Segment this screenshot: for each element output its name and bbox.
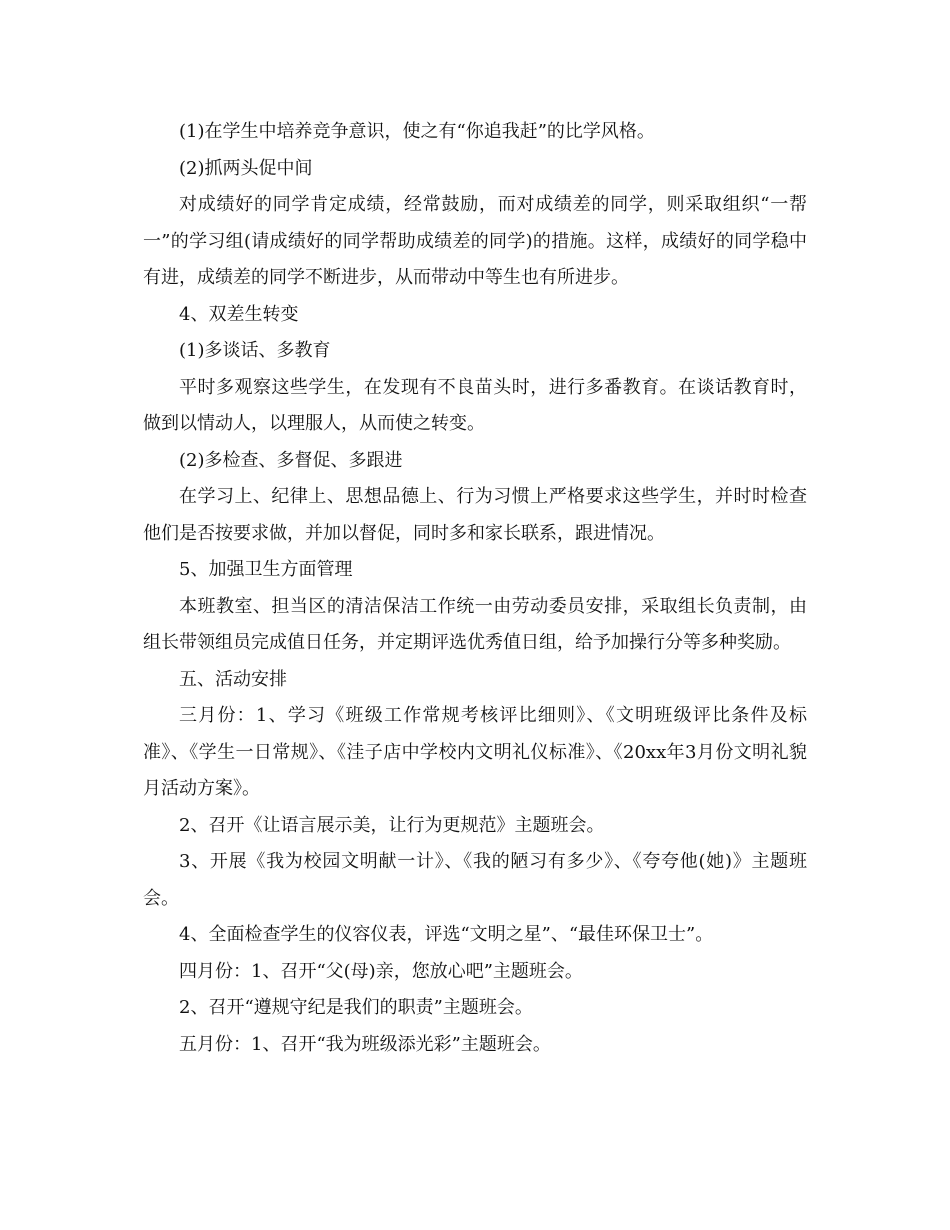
paragraph: 2、召开《让语言展示美，让行为更规范》主题班会。 [179, 814, 605, 836]
paragraph: 对成绩好的同学肯定成绩，经常鼓励，而对成绩差的同学，则采取组织“一帮一”的学习组(请成绩好的同学帮助成绩差的同学)的措施。这样，成绩好的同学稳中有进，成绩差的同学不断进步，从而带动中等生也有所进步。 [143, 194, 807, 288]
section-heading: 5、加强卫生方面管理 [179, 559, 353, 580]
paragraph: 2、召开“遵规守纪是我们的职责”主题班会。 [179, 997, 533, 1018]
section-heading: 4、双差生转变 [179, 303, 299, 325]
paragraph: 3、开展《我为校园文明献一计》、《我的陋习有多少》、《夸夸他(她)》主题班会。 [143, 851, 807, 909]
paragraph: (1)在学生中培养竞争意识，使之有“你追我赶”的比学风格。 [179, 121, 655, 142]
paragraph: 五月份：1、召开“我为班级添光彩”主题班会。 [179, 1033, 551, 1055]
paragraph: 三月份：1、学习《班级工作常规考核评比细则》、《文明班级评比条件及标准》、《学生一日常规》、《洼子店中学校内文明礼仪标准》、《20xx年3月份文明礼貌月活动方案》。 [143, 705, 807, 799]
paragraph: 4、全面检查学生的仪容仪表，评选“文明之星”、“最佳环保卫士”。 [179, 924, 714, 945]
paragraph: 在学习上、纪律上、思想品德上、行为习惯上严格要求这些学生，并时时检查他们是否按要求做，并加以督促，同时多和家长联系，跟进情况。 [143, 486, 807, 544]
document-body [143, 114, 807, 1063]
paragraph: 四月份：1、召开“父(母)亲，您放心吧”主题班会。 [179, 960, 583, 982]
paragraph: (1)多谈话、多教育 [179, 340, 331, 361]
paragraph: 本班教室、担当区的清洁保洁工作统一由劳动委员安排，采取组长负责制，由组长带领组员完成值日任务，并定期评选优秀值日组，给予加操行分等多种奖励。 [143, 595, 807, 653]
section-heading: 五、活动安排 [179, 668, 287, 690]
paragraph: 平时多观察这些学生，在发现有不良苗头时，进行多番教育。在谈话教育时，做到以情动人，以理服人，从而使之转变。 [143, 376, 807, 434]
paragraph: (2)多检查、多督促、多跟进 [179, 449, 403, 471]
paragraph: (2)抓两头促中间 [179, 157, 313, 179]
